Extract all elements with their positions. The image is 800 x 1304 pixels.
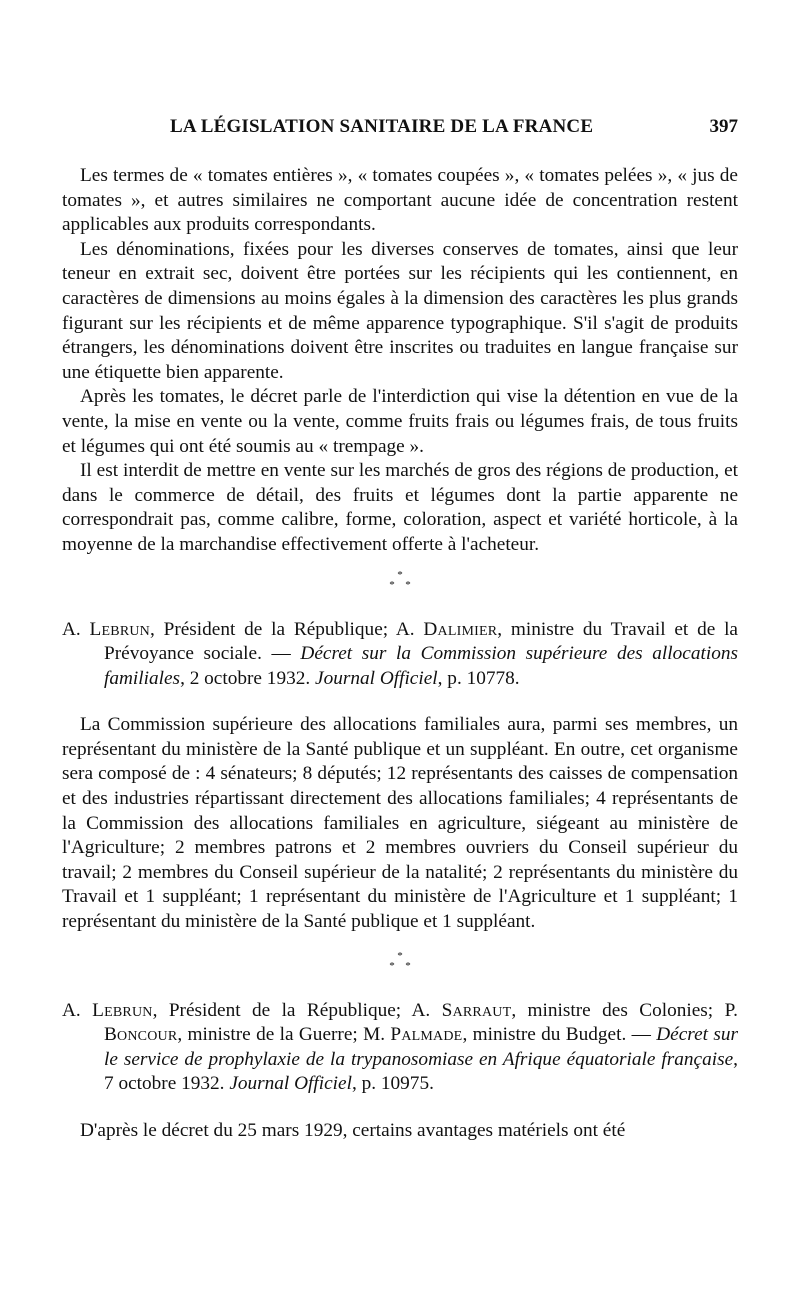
decree-date: , 2 octobre 1932.: [180, 667, 316, 689]
citation-name-palmade: Palmade: [390, 1024, 463, 1046]
citation-role: , ministre du Budget. —: [462, 1024, 657, 1046]
citation-name-boncour: Boncour: [104, 1024, 178, 1046]
section-separator: [62, 951, 738, 977]
decree-title: Décret sur la Commission supérieure des allocations familiales: [104, 643, 738, 689]
citation-name-lebrun: Lebrun: [92, 999, 153, 1021]
citation-name-sarraut: Sarraut: [441, 999, 512, 1021]
journal-page: , p. 10975.: [351, 1073, 434, 1095]
journal-page: , p. 10778.: [437, 667, 520, 689]
journal-name: Journal Officiel: [315, 667, 438, 689]
page-number: 397: [709, 116, 738, 137]
document-body: [62, 164, 738, 1144]
citation-role: , ministre de la Guerre; M.: [177, 1024, 386, 1046]
separator-star: *: [397, 949, 403, 962]
decree-title: Décret sur le service de prophylaxie de la trypanosomiase en Afrique équatoriale française: [104, 1024, 738, 1070]
decree-citation-trypanosomiase: [62, 999, 738, 1097]
document-page: [62, 116, 738, 1144]
journal-name: Journal Officiel: [229, 1073, 352, 1095]
separator-star: *: [397, 568, 403, 581]
paragraph-trempage: Après les tomates, le décret parle de l'interdiction qui vise la détention en vue de la vente, la mise en vente ou la vente, comme fruits frais ou légumes frais, de tous fruits et légumes qui ont été soumis au « trempage ».: [62, 386, 738, 457]
paragraph-decret-1929: D'après le décret du 25 mars 1929, certains avantages matériels ont été: [80, 1120, 626, 1141]
citation-role: , Président de la République; A.: [149, 618, 415, 640]
decree-date: , 7 octobre 1932.: [104, 1048, 738, 1095]
paragraph-tomates-termes: Les termes de « tomates entières », « tomates coupées », « tomates pelées », « jus de tomates », et autres similaires ne comportant aucune idée de concentration restent applicables aux produits correspondants.: [62, 165, 738, 236]
citation-role: , Président de la République; A.: [152, 999, 431, 1021]
citation-name-dalimier: Dalimier: [423, 618, 498, 640]
separator-star: *: [389, 959, 395, 972]
citation-role: , ministre des Colonies; P.: [511, 999, 738, 1021]
paragraph-marches-gros: Il est interdit de mettre en vente sur les marchés de gros des régions de production, et dans le commerce de détail, des fruits et légumes dont la partie apparente ne correspondrait pas, comme calibre, forme, coloration, aspect et variété horticole, à la moyenne de la marchandise effectivement offerte à l'acheteur.: [62, 460, 738, 555]
paragraph-commission: La Commission supérieure des allocations familiales aura, parmi ses membres, un représentant du ministère de la Santé publique et un suppléant. En outre, cet organisme sera composé de : 4 sénateurs; 8 députés; 12 représentants des caisses de compensation et des industries répartissant directement des allocations familiales; 4 représentants de la Commission des allocations familiales en agriculture, siégeant au ministère de l'Agriculture; 2 membres patrons et 2 membres ouvriers du Conseil supérieur du travail; 2 membres du Conseil supérieur de la natalité; 2 représentants du ministère du Travail et 1 suppléant; 1 représentant du ministère de l'Agriculture et 1 suppléant; 1 représentant du ministère de la Santé publique et 1 suppléant.: [62, 714, 738, 933]
separator-star: *: [389, 578, 395, 591]
paragraph-denominations: Les dénominations, fixées pour les diverses conserves de tomates, ainsi que leur teneur en extrait sec, doivent être portées sur les récipients qui les contiennent, en caractères de dimensions au moins égales à la dimension des caractères les plus grands figurant sur les récipients et de même apparence typographique. S'il s'agit de produits étrangers, les dénominations doivent être inscrites ou traduites en langue française sur une étiquette bien apparente.: [62, 238, 738, 383]
separator-star: *: [405, 578, 411, 591]
citation-role: , ministre du Travail et de la Prévoyance sociale. —: [104, 618, 738, 665]
running-head: LA LÉGISLATION SANITAIRE DE LA FRANCE: [170, 116, 594, 137]
decree-citation-allocations: [62, 618, 738, 692]
page-header: [62, 116, 738, 152]
citation-name-lebrun: Lebrun: [89, 618, 150, 640]
separator-star: *: [405, 959, 411, 972]
citation-initial: A.: [62, 618, 81, 640]
section-separator: [62, 570, 738, 596]
citation-initial: A.: [62, 999, 81, 1021]
